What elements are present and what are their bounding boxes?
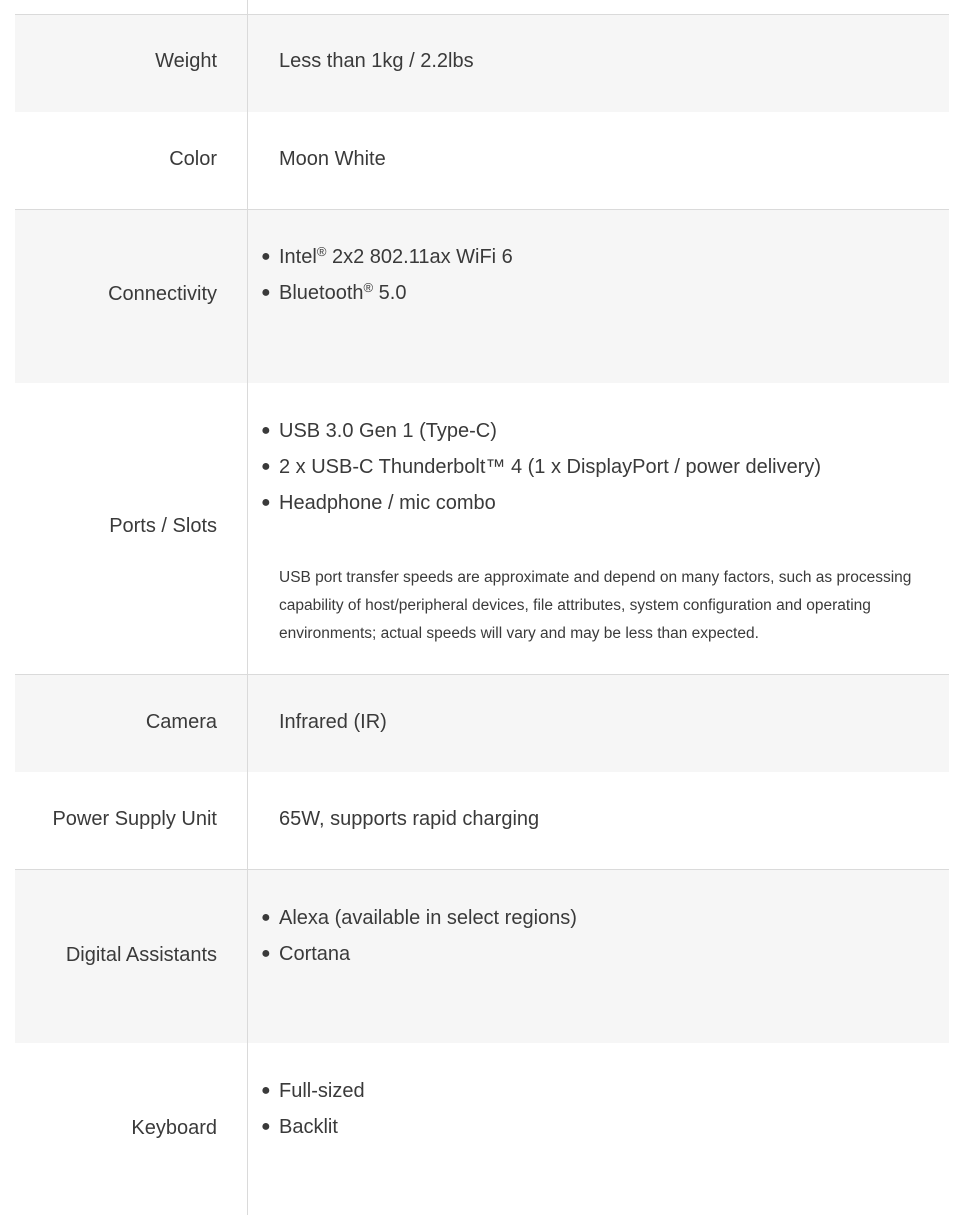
spec-value-connectivity	[261, 239, 929, 311]
assistants-list	[261, 900, 929, 972]
spec-value-psu: 65W, supports rapid charging	[279, 808, 540, 830]
bullet-icon: ●	[261, 422, 271, 439]
spec-label-connectivity: Connectivity	[108, 283, 217, 305]
spec-value-camera: Infrared (IR)	[279, 711, 387, 733]
spec-row-keyboard	[15, 1043, 949, 1215]
spec-label-keyboard: Keyboard	[131, 1117, 217, 1139]
spec-table	[15, 14, 949, 1139]
column-divider	[247, 112, 248, 209]
list-item: ● Headphone / mic combo	[279, 485, 929, 521]
list-item: ● 2 x USB-C Thunderbolt™ 4 (1 x DisplayPort / power delivery)	[279, 449, 929, 485]
spec-label-ports: Ports / Slots	[109, 515, 217, 537]
spec-value-weight: Less than 1kg / 2.2lbs	[279, 50, 474, 72]
bullet-icon: ●	[261, 458, 271, 475]
bullet-icon: ●	[261, 945, 271, 962]
connectivity-list	[261, 239, 929, 311]
bullet-icon: ●	[261, 494, 271, 511]
column-divider	[247, 772, 248, 869]
list-item: ● Alexa (available in select regions)	[279, 900, 929, 936]
spec-label-weight: Weight	[155, 50, 217, 72]
spec-value-assistants	[261, 900, 929, 972]
bullet-icon: ●	[261, 284, 271, 301]
column-divider	[247, 15, 248, 112]
spec-row-ports	[15, 383, 949, 675]
bullet-icon: ●	[261, 1118, 271, 1135]
keyboard-list	[261, 1073, 929, 1145]
spec-row-connectivity	[15, 210, 949, 384]
spec-row-psu	[15, 772, 949, 870]
bullet-icon: ●	[261, 1082, 271, 1099]
list-item: ● Backlit	[279, 1109, 929, 1145]
column-divider	[247, 383, 248, 674]
spec-label-camera: Camera	[145, 711, 217, 733]
spec-row-weight	[15, 15, 949, 113]
spec-row-camera	[15, 675, 949, 773]
list-item: ● Full-sized	[279, 1073, 929, 1109]
column-divider-stub	[247, 0, 248, 15]
spec-label-psu: Power Supply Unit	[52, 808, 217, 830]
bullet-icon: ●	[261, 248, 271, 265]
list-item: ● USB 3.0 Gen 1 (Type-C)	[279, 413, 929, 449]
ports-list	[261, 413, 929, 521]
list-item: ● Cortana	[279, 936, 929, 972]
spec-label-color: Color	[169, 148, 217, 170]
list-item: ● Intel® 2x2 802.11ax WiFi 6	[279, 239, 929, 275]
column-divider	[247, 210, 248, 383]
spec-value-keyboard	[261, 1073, 929, 1145]
spec-label-assistants: Digital Assistants	[65, 944, 217, 966]
spec-row-assistants	[15, 870, 949, 1044]
list-item: ● Bluetooth® 5.0	[279, 275, 929, 311]
spec-value-ports	[261, 413, 929, 648]
spec-row-color	[15, 112, 949, 210]
column-divider	[247, 1043, 248, 1215]
column-divider	[247, 675, 248, 772]
bullet-icon: ●	[261, 909, 271, 926]
column-divider	[247, 870, 248, 1043]
usb-speed-note: USB port transfer speeds are approximate and depend on many factors, such as processing capability of host/peripheral devices, file attributes, system configuration and operating environments; actual speeds will vary and may be less than expected.	[279, 569, 912, 642]
spec-value-color: Moon White	[279, 148, 386, 170]
